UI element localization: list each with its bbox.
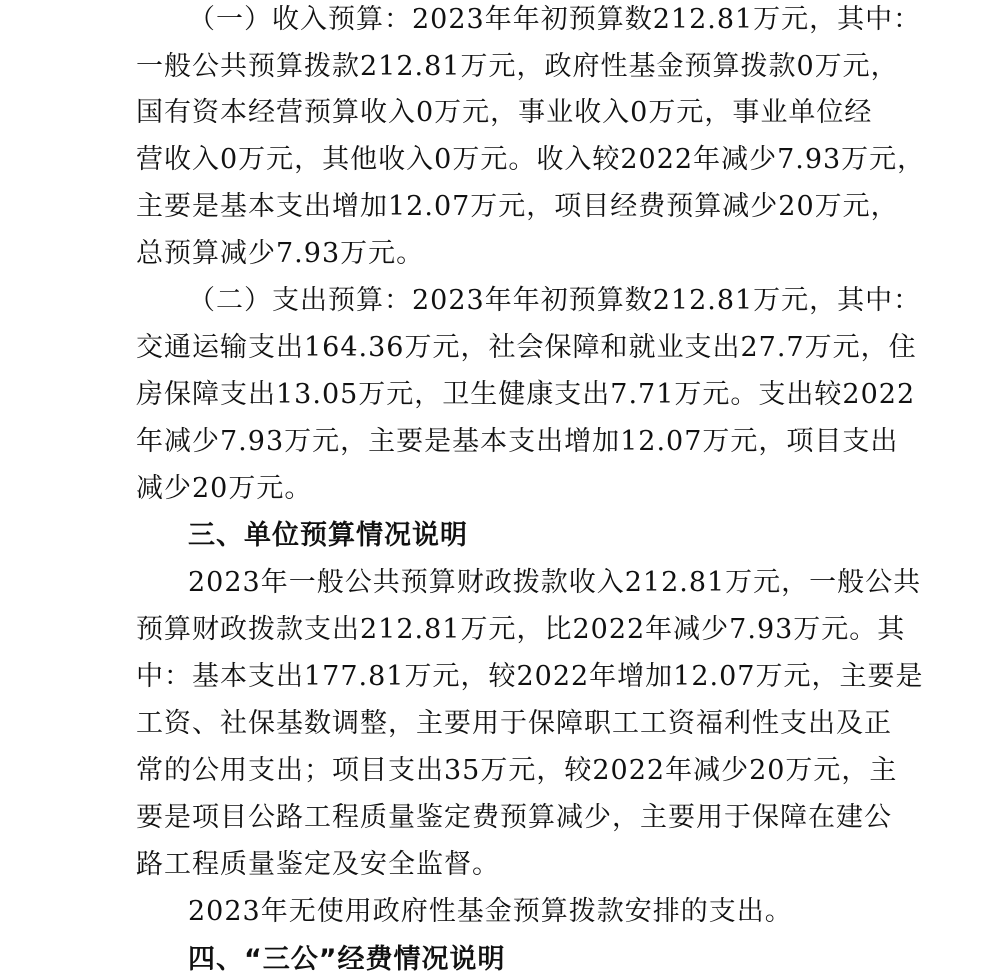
paragraph-line: 房保障支出13.05万元，卫生健康支出7.71万元。支出较2022 [136, 379, 916, 410]
paragraph-line: 预算财政拨款支出212.81万元，比2022年减少7.93万元。其 [136, 614, 906, 645]
paragraph-line: 一般公共预算拨款212.81万元，政府性基金预算拨款0万元， [136, 51, 899, 82]
paragraph-line: 营收入0万元，其他收入0万元。收入较2022年减少7.93万元， [136, 144, 926, 175]
paragraph-line: 年减少7.93万元，主要是基本支出增加12.07万元，项目支出 [136, 426, 899, 457]
paragraph-line: 国有资本经营预算收入0万元，事业收入0万元，事业单位经 [136, 97, 873, 128]
paragraph-line: 中：基本支出177.81万元，较2022年增加12.07万元，主要是 [136, 661, 924, 692]
paragraph-line: 要是项目公路工程质量鉴定费预算减少，主要用于保障在建公 [136, 802, 892, 833]
section-heading: 三、单位预算情况说明 [188, 520, 468, 551]
paragraph-line: 工资、社保基数调整，主要用于保障职工工资福利性支出及正 [136, 708, 892, 739]
paragraph-line: 交通运输支出164.36万元，社会保障和就业支出27.7万元，住 [136, 332, 917, 363]
section-heading: 四、“三公”经费情况说明 [188, 944, 506, 975]
paragraph-line: 2023年一般公共预算财政拨款收入212.81万元，一般公共 [188, 567, 922, 598]
paragraph-line: 路工程质量鉴定及安全监督。 [136, 849, 500, 880]
paragraph-line: （二）支出预算：2023年年初预算数212.81万元，其中： [188, 285, 922, 316]
paragraph-line: 减少20万元。 [136, 473, 313, 504]
paragraph-line: （一）收入预算：2023年年初预算数212.81万元，其中： [188, 4, 922, 35]
paragraph-line: 2023年无使用政府性基金预算拨款安排的支出。 [188, 896, 793, 927]
paragraph-line: 常的公用支出；项目支出35万元，较2022年减少20万元，主 [136, 755, 898, 786]
paragraph-line: 总预算减少7.93万元。 [136, 238, 425, 269]
paragraph-line: 主要是基本支出增加12.07万元，项目经费预算减少20万元， [136, 191, 899, 222]
